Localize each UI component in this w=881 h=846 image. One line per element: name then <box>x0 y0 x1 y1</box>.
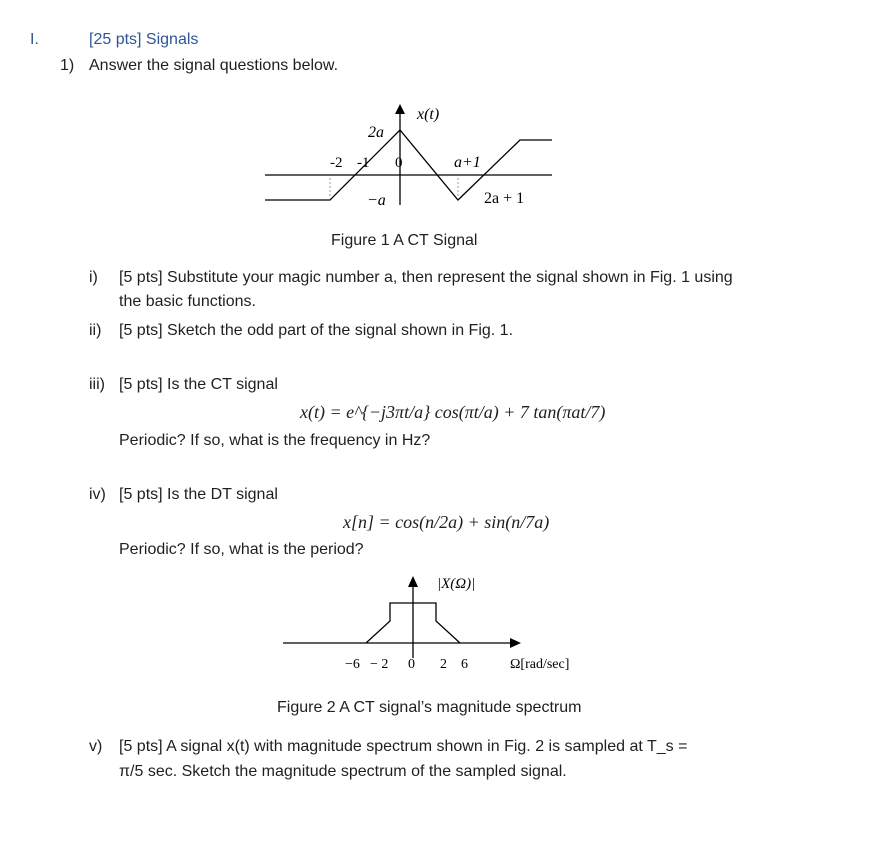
figure-2-caption: Figure 2 A CT signal’s magnitude spectrum <box>277 699 582 716</box>
part-iii-label: iii) <box>89 376 105 393</box>
fig1-neg-label: −a <box>367 192 386 209</box>
part-v-line2: π/5 sec. Sketch the magnitude spectrum of the sampled signal. <box>119 763 567 780</box>
fig1-peak-label: 2a <box>368 124 384 141</box>
fig2-tick-m2: − 2 <box>370 657 389 672</box>
part-iv-label: iv) <box>89 486 106 503</box>
fig1-tick-0: 0 <box>395 155 403 171</box>
part-v-line1: [5 pts] A signal x(t) with magnitude spectrum shown in Fig. 2 is sampled at T_s = <box>119 738 688 755</box>
part-iv-equation: x[n] = cos(n/2a) + sin(n/7a) <box>343 512 550 532</box>
part-iii-text: [5 pts] Is the CT signal <box>119 376 278 393</box>
part-i-line1: [5 pts] Substitute your magic number a, then represent the signal shown in Fig. 1 using <box>119 269 733 286</box>
section-roman: I. <box>30 31 39 48</box>
part-ii-text: [5 pts] Sketch the odd part of the signal shown in Fig. 1. <box>119 322 514 339</box>
part-i-label: i) <box>89 269 98 286</box>
fig2-y-label: |X(Ω)| <box>437 576 476 592</box>
question-number: 1) <box>60 57 75 74</box>
part-iii-equation: x(t) = e^{−j3πt/a} cos(πt/a) + 7 tan(πat/7) <box>300 402 606 422</box>
fig1-tick-m1: -1 <box>357 155 370 171</box>
fig2-tick-2: 2 <box>440 657 447 672</box>
question-text: Answer the signal questions below. <box>89 57 339 74</box>
fig1-tick-m2: -2 <box>330 155 343 171</box>
section-title: [25 pts] Signals <box>89 31 199 48</box>
figure-1-caption: Figure 1 A CT Signal <box>331 232 478 249</box>
fig2-tick-m6: −6 <box>345 657 360 672</box>
part-iii-question: Periodic? If so, what is the frequency in Hz? <box>119 432 431 449</box>
fig2-tick-6: 6 <box>461 657 468 672</box>
part-iv-question: Periodic? If so, what is the period? <box>119 541 364 558</box>
part-i-line2: the basic functions. <box>119 293 256 310</box>
part-ii-label: ii) <box>89 322 102 339</box>
fig2-x-label: Ω[rad/sec] <box>510 657 570 672</box>
fig1-tick-2a1: 2a + 1 <box>484 190 525 207</box>
fig1-y-label: x(t) <box>417 106 440 123</box>
fig1-tick-a1: a+1 <box>454 154 481 171</box>
fig2-tick-0: 0 <box>408 657 415 672</box>
part-iv-text: [5 pts] Is the DT signal <box>119 486 278 503</box>
fig1-axis-arrow <box>395 104 405 114</box>
part-v-label: v) <box>89 738 103 755</box>
